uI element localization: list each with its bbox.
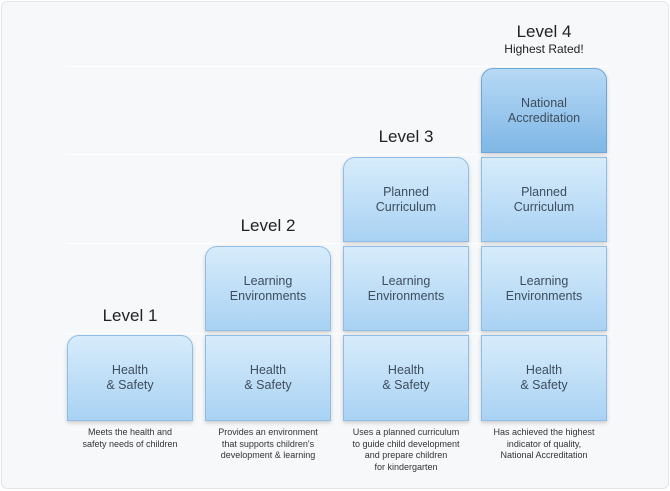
- level-3-learning-environments-block: Learning Environments: [343, 246, 469, 331]
- level-4-national-accreditation-block: National Accreditation: [481, 68, 607, 153]
- quality-levels-diagram: [1, 1, 669, 489]
- level-1-health-safety-block: Health & Safety: [67, 335, 193, 421]
- level-2-description: Provides an environment that supports children's development & learning: [218, 427, 318, 460]
- level-4-subtitle: Highest Rated!: [504, 42, 584, 56]
- level-3-health-safety-block: Health & Safety: [343, 335, 469, 421]
- grid-line: [66, 243, 610, 244]
- grid-line: [66, 154, 610, 155]
- level-1-title: Level 1: [102, 306, 158, 325]
- level-3-planned-curriculum-block: Planned Curriculum: [343, 157, 469, 242]
- level-1-description: Meets the health and safety needs of children: [82, 427, 178, 449]
- level-3-description: Uses a planned curriculum to guide child development and prepare children for kindergarten: [352, 427, 460, 472]
- grid-line: [66, 333, 610, 334]
- level-4-learning-environments-block: Learning Environments: [481, 246, 607, 331]
- level-4-description: Has achieved the highest indicator of quality, National Accreditation: [493, 427, 595, 460]
- level-3-title: Level 3: [378, 127, 434, 146]
- level-2-learning-environments-block: Learning Environments: [205, 246, 331, 331]
- level-2-health-safety-block: Health & Safety: [205, 335, 331, 421]
- level-4-title: Level 4: [516, 22, 572, 41]
- level-4-health-safety-block: Health & Safety: [481, 335, 607, 421]
- level-2-title: Level 2: [240, 216, 296, 235]
- level-4-planned-curriculum-block: Planned Curriculum: [481, 157, 607, 242]
- grid-line: [66, 66, 610, 67]
